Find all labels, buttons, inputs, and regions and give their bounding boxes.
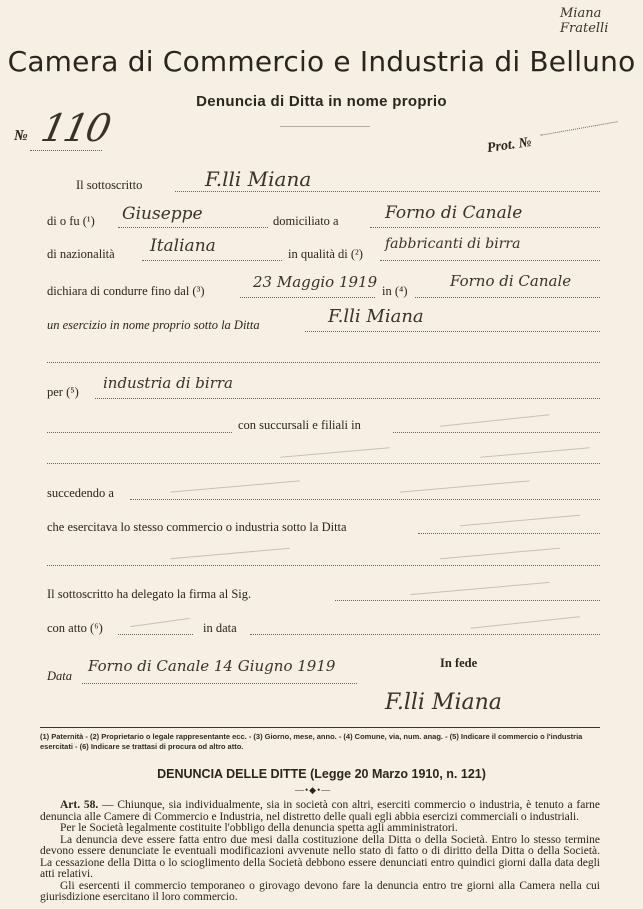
in-data-line bbox=[250, 634, 600, 635]
dichiara-value: 23 Maggio 1919 bbox=[253, 273, 378, 291]
signature: F.lli Miana bbox=[385, 690, 502, 715]
article-para-4: Gli esercenti il commercio temporaneo o girovago devono fare la denuncia entro tre giorni alla Camera nella cui giurisdizione esercitano il loro commercio. bbox=[40, 879, 600, 903]
in-fede-label: In fede bbox=[440, 656, 478, 670]
number-underline bbox=[30, 150, 102, 151]
succursali-line bbox=[393, 432, 600, 433]
domicilio-value: Forno di Canale bbox=[385, 203, 523, 223]
pencil-stroke bbox=[400, 480, 530, 492]
esercizio-value: F.lli Miana bbox=[328, 306, 424, 327]
esercitava-line bbox=[418, 533, 600, 534]
atto-label: con atto (⁶) bbox=[47, 621, 103, 635]
article-para-1: — Chiunque, sia individualmente, sia in società con altri, eserciti commercio o industria, è tenuto a farne denuncia alle Camere di Commercio e Industria, nel distretto delle quali egli abbia esercizi commerciali o industriali. bbox=[40, 799, 600, 823]
qualita-value: fabbricanti di birra bbox=[385, 236, 521, 252]
succursali-label: con succursali e filiali in bbox=[238, 418, 361, 432]
pencil-stroke bbox=[170, 480, 300, 492]
article-para-2: Per le Società legalmente costituite l'obbligo della denuncia spetta agli amministratori. bbox=[60, 822, 458, 834]
in-data-label: in data bbox=[203, 621, 237, 635]
data-label: Data bbox=[47, 669, 72, 683]
in-value: Forno di Canale bbox=[450, 272, 572, 290]
section-title: DENUNCIA DELLE DITTE (Legge 20 Marzo 1910, n. 121) bbox=[157, 767, 486, 781]
dichiara-label: dichiara di condurre fino dal (³) bbox=[47, 284, 205, 298]
sottoscritto-value: F.lli Miana bbox=[205, 167, 312, 191]
dichiara-line bbox=[240, 297, 375, 298]
footnote: (1) Paternità - (2) Proprietario o legale rappresentante ecc. - (3) Giorno, mese, anno. - (4) Comune, via, num. anag. - (5) Indicare il commercio o l'industria esercitati - (6) Indicare se trattasi di procura od altro atto. bbox=[40, 732, 583, 751]
registration-number: 110 bbox=[37, 106, 114, 150]
sottoscritto-line bbox=[175, 191, 600, 192]
qualita-label: in qualità di (²) bbox=[288, 247, 363, 261]
sottoscritto-label: Il sottoscritto bbox=[76, 178, 143, 192]
esercizio-line-2 bbox=[47, 362, 600, 363]
pencil-stroke bbox=[440, 414, 550, 426]
number-label: № bbox=[14, 128, 28, 144]
nazionalita-line bbox=[142, 260, 282, 261]
pencil-stroke bbox=[130, 618, 190, 627]
nazionalita-label: di nazionalità bbox=[47, 247, 115, 261]
padre-value: Giuseppe bbox=[122, 204, 203, 224]
pencil-stroke bbox=[280, 447, 390, 458]
succursali-line-2 bbox=[47, 463, 600, 464]
atto-line bbox=[118, 634, 193, 635]
in-label: in (⁴) bbox=[382, 284, 408, 298]
pencil-stroke bbox=[440, 548, 560, 559]
padre-line bbox=[118, 227, 268, 228]
pencil-mark bbox=[280, 126, 370, 127]
article-label: Art. 58. bbox=[60, 799, 99, 811]
footnote-rule bbox=[40, 727, 600, 728]
esercitava-label: che esercitava lo stesso commercio o industria sotto la Ditta bbox=[47, 520, 347, 534]
per-value: industria di birra bbox=[103, 374, 233, 392]
succursali-line-left bbox=[47, 432, 232, 433]
domicilio-label: domiciliato a bbox=[273, 214, 339, 228]
article-para-3: La denuncia deve essere fatta entro due mesi dalla costituzione della Ditta o della Società. Entro lo stesso termine devono essere denunciate le eventuali modificazioni avvenute nello stato di fatto o di diritto della Ditta o della Società. La cessazione della Ditta o lo scioglimento della Società debbono essere denunciati entro quindici giorni dalla data degli atti relativi. bbox=[40, 833, 600, 880]
domicilio-line bbox=[370, 227, 600, 228]
qualita-line bbox=[380, 260, 600, 261]
pencil-stroke bbox=[410, 582, 550, 595]
corner-handwritten-note: Miana Fratelli bbox=[560, 6, 609, 36]
pencil-stroke bbox=[460, 515, 580, 526]
page-subtitle: Denuncia di Ditta in nome proprio bbox=[196, 93, 447, 110]
per-label: per (⁵) bbox=[47, 385, 79, 399]
pencil-stroke bbox=[480, 447, 590, 458]
succedendo-label: succedendo a bbox=[47, 486, 114, 500]
data-value: Forno di Canale 14 Giugno 1919 bbox=[88, 657, 336, 675]
in-line bbox=[415, 297, 600, 298]
esercizio-line bbox=[305, 331, 600, 332]
delegato-line bbox=[335, 600, 600, 601]
esercitava-line-2 bbox=[47, 565, 600, 566]
pencil-stroke bbox=[470, 616, 580, 628]
per-line bbox=[95, 398, 600, 399]
prot-label: Prot. № bbox=[486, 134, 533, 157]
esercizio-label: un esercizio in nome proprio sotto la Ditta bbox=[47, 318, 260, 332]
delegato-label: Il sottoscritto ha delegato la firma al Sig. bbox=[47, 587, 252, 601]
article-58 bbox=[40, 800, 600, 904]
prot-field-line bbox=[541, 121, 618, 136]
padre-label: di o fu (¹) bbox=[47, 214, 95, 228]
ornament: —•◆•— bbox=[295, 785, 332, 795]
data-line bbox=[82, 683, 357, 684]
succedendo-line bbox=[130, 499, 600, 500]
nazionalita-value: Italiana bbox=[150, 236, 216, 256]
page-title: Camera di Commercio e Industria di Belluno bbox=[7, 45, 636, 78]
pencil-stroke bbox=[170, 548, 290, 559]
